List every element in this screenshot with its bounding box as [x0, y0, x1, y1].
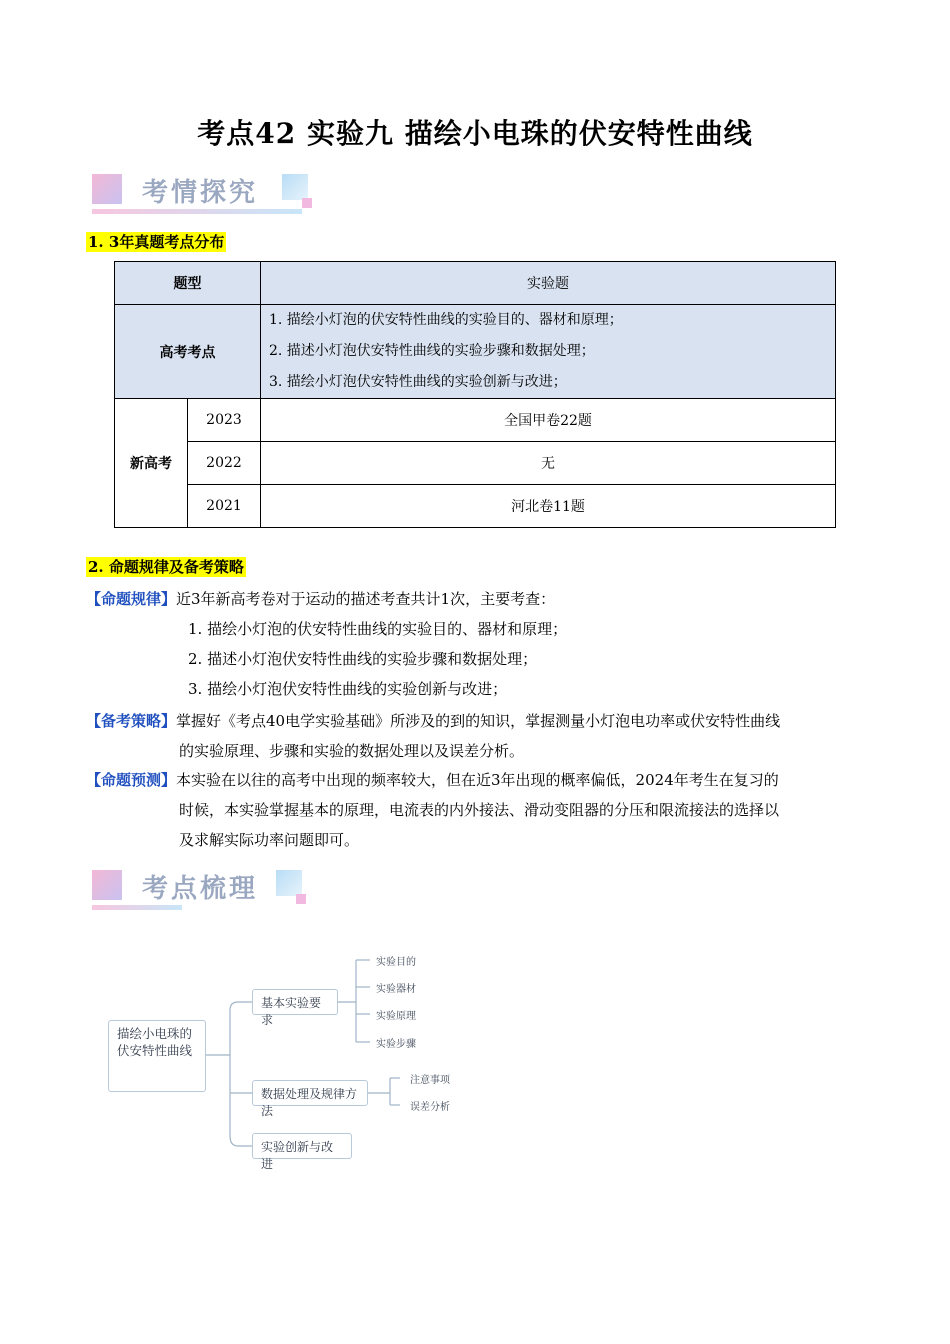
list-item: 3. 描绘小灯泡伏安特性曲线的实验创新与改进； — [269, 374, 567, 390]
mind-map-leaf: 误差分析 — [410, 1102, 450, 1113]
strategy-paragraph — [86, 706, 780, 736]
mind-map-leaf: 实验目的 — [376, 957, 416, 968]
section-banner-kaodian — [92, 868, 312, 914]
strategy-text: 掌握好《考点40电学实验基础》所涉及的到的知识，掌握测量小灯泡电功率或伏安特性曲线 — [176, 712, 781, 730]
strategy-tag: 【备考策略】 — [86, 712, 177, 730]
table-cell-value: 全国甲卷22题 — [261, 399, 836, 442]
banner-underline — [92, 905, 182, 910]
forecast-text-cont: 及求解实际功率问题即可。 — [179, 831, 360, 849]
list-item: 1. 描绘小灯泡的伏安特性曲线的实验目的、器材和原理； — [269, 312, 623, 328]
banner-decoration — [92, 174, 122, 204]
section-banner-kaoqing — [92, 172, 312, 218]
banner-decoration — [92, 870, 122, 900]
table-cell-year: 2023 — [188, 399, 261, 442]
table-cell-year: 2022 — [188, 442, 261, 485]
table-row — [115, 305, 836, 399]
banner-decoration — [296, 894, 306, 904]
banner-underline — [92, 209, 302, 214]
forecast-text-cont: 时候，本实验掌握基本的原理，电流表的内外接法、滑动变阻器的分压和限流接法的选择以 — [179, 801, 780, 819]
table-cell-label: 高考考点 — [115, 305, 261, 399]
banner-decoration — [302, 198, 312, 208]
table-cell-value: 实验题 — [261, 262, 836, 305]
mind-map-leaf: 实验器材 — [376, 984, 416, 995]
exam-distribution-table — [114, 261, 836, 528]
mind-map-leaf: 实验原理 — [376, 1011, 416, 1022]
list-item: 2. 描述小灯泡伏安特性曲线的实验步骤和数据处理； — [269, 343, 595, 359]
mind-map-branch: 实验创新与改进 — [252, 1133, 352, 1159]
section2-heading: 2. 命题规律及备考策略 — [88, 558, 244, 576]
forecast-paragraph — [86, 765, 779, 795]
mind-map-leaf: 实验步骤 — [376, 1039, 416, 1050]
table-row — [115, 262, 836, 305]
rule-paragraph — [86, 584, 555, 614]
list-item: 2. 描述小灯泡伏安特性曲线的实验步骤和数据处理； — [188, 650, 538, 668]
banner-title: 考情探究 — [142, 178, 259, 208]
table-row — [115, 442, 836, 485]
table-cell-label: 新高考 — [115, 399, 188, 528]
table-row — [115, 485, 836, 528]
root-label: 描绘小电珠的伏安特性曲线 — [117, 1026, 193, 1058]
table-row — [115, 399, 836, 442]
forecast-tag: 【命题预测】 — [86, 771, 177, 789]
mind-map-root — [108, 1020, 206, 1092]
table-cell-value: 河北卷11题 — [261, 485, 836, 528]
page-title: 考点42 实验九 描绘小电珠的伏安特性曲线 — [197, 117, 753, 150]
mind-map-branch: 数据处理及规律方法 — [252, 1080, 368, 1106]
list-item: 1. 描绘小灯泡的伏安特性曲线的实验目的、器材和原理； — [188, 620, 568, 638]
strategy-text-cont: 的实验原理、步骤和实验的数据处理以及误差分析。 — [179, 742, 525, 760]
rule-tag: 【命题规律】 — [86, 590, 177, 608]
banner-title: 考点梳理 — [142, 874, 259, 904]
mind-map — [100, 940, 500, 1170]
table-cell-points — [261, 305, 836, 399]
mind-map-leaf: 注意事项 — [410, 1075, 450, 1086]
banner-decoration — [276, 870, 302, 896]
rule-text: 近3年新高考卷对于运动的描述考查共计1次，主要考查： — [176, 590, 556, 608]
table-cell-value: 无 — [261, 442, 836, 485]
mind-map-branch: 基本实验要求 — [252, 989, 338, 1015]
banner-decoration — [282, 174, 308, 200]
list-item: 3. 描绘小灯泡伏安特性曲线的实验创新与改进； — [188, 680, 508, 698]
table-cell-year: 2021 — [188, 485, 261, 528]
section1-heading: 1. 3年真题考点分布 — [88, 233, 225, 251]
forecast-text: 本实验在以往的高考中出现的频率较大，但在近3年出现的概率偏低，2024年考生在复习的 — [176, 771, 779, 789]
table-cell-label: 题型 — [115, 262, 261, 305]
